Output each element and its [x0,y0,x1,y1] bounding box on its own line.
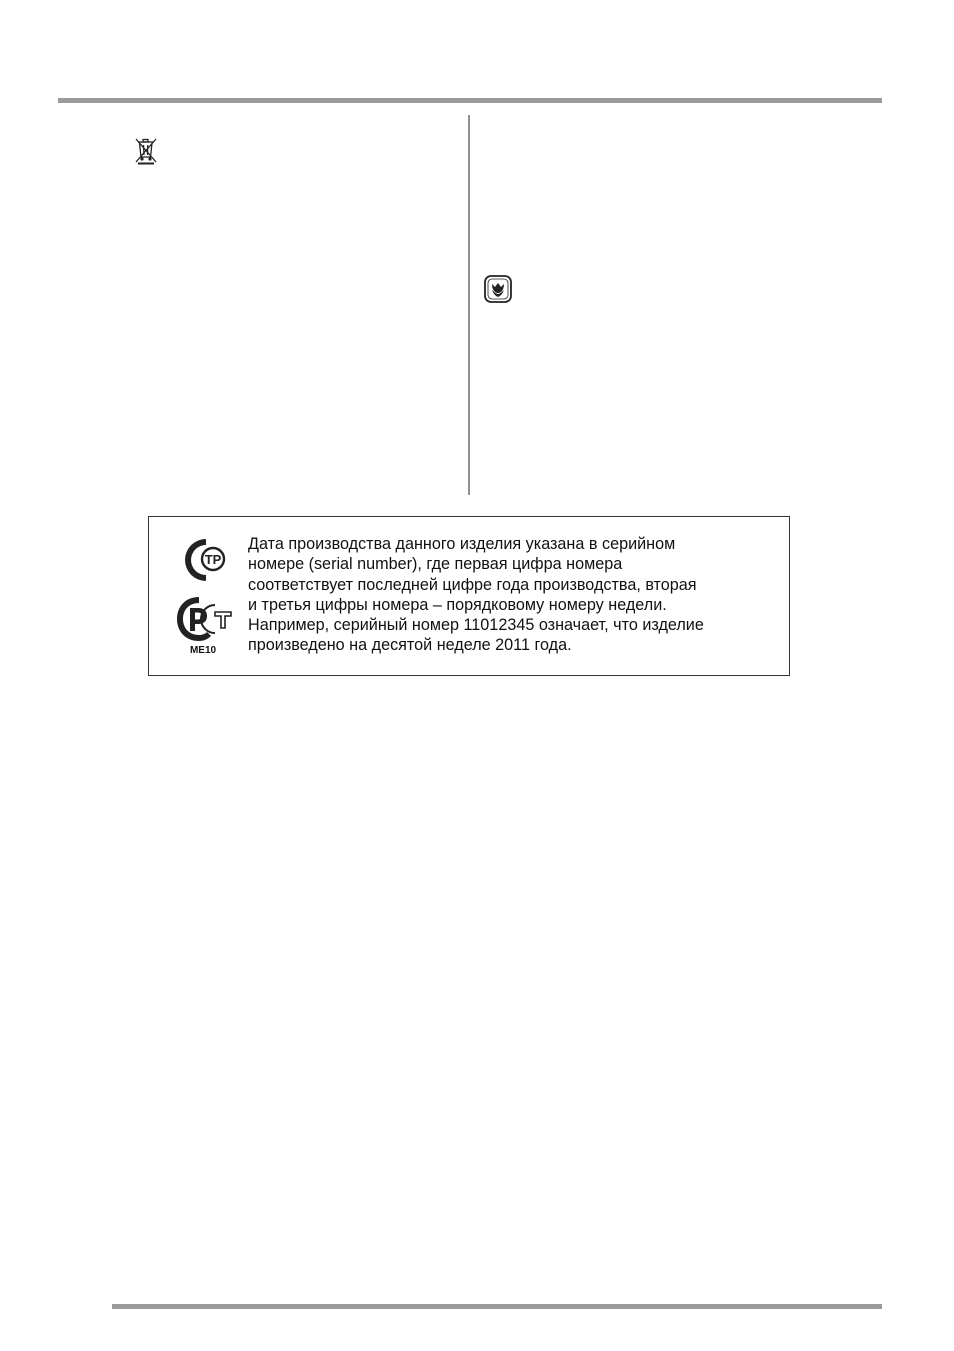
eac-tr-mark-icon [173,535,235,585]
eco-flower-icon [484,275,512,303]
pct-certification-mark-icon [173,595,235,643]
production-date-text [248,534,778,656]
top-rule [58,98,882,103]
production-date-notice-box [148,516,790,676]
column-divider [468,115,470,495]
svg-text:ТР: ТР [204,552,222,567]
crossed-out-bin-icon [135,137,157,165]
notice-line: и третья цифры номера – порядковому номеру недели. [248,595,667,614]
notice-line: номере (serial number), где первая цифра номера [248,555,623,574]
notice-line: Например, серийный номер 11012345 означает, что изделие [248,616,704,635]
notice-line: соответствует последней цифре года производства, вторая [248,575,697,594]
bottom-rule [112,1304,882,1309]
certification-code: ME10 [189,645,217,656]
notice-line: Дата производства данного изделия указана в серийном [248,535,676,553]
notice-line: произведено на десятой неделе 2011 года. [248,636,572,655]
